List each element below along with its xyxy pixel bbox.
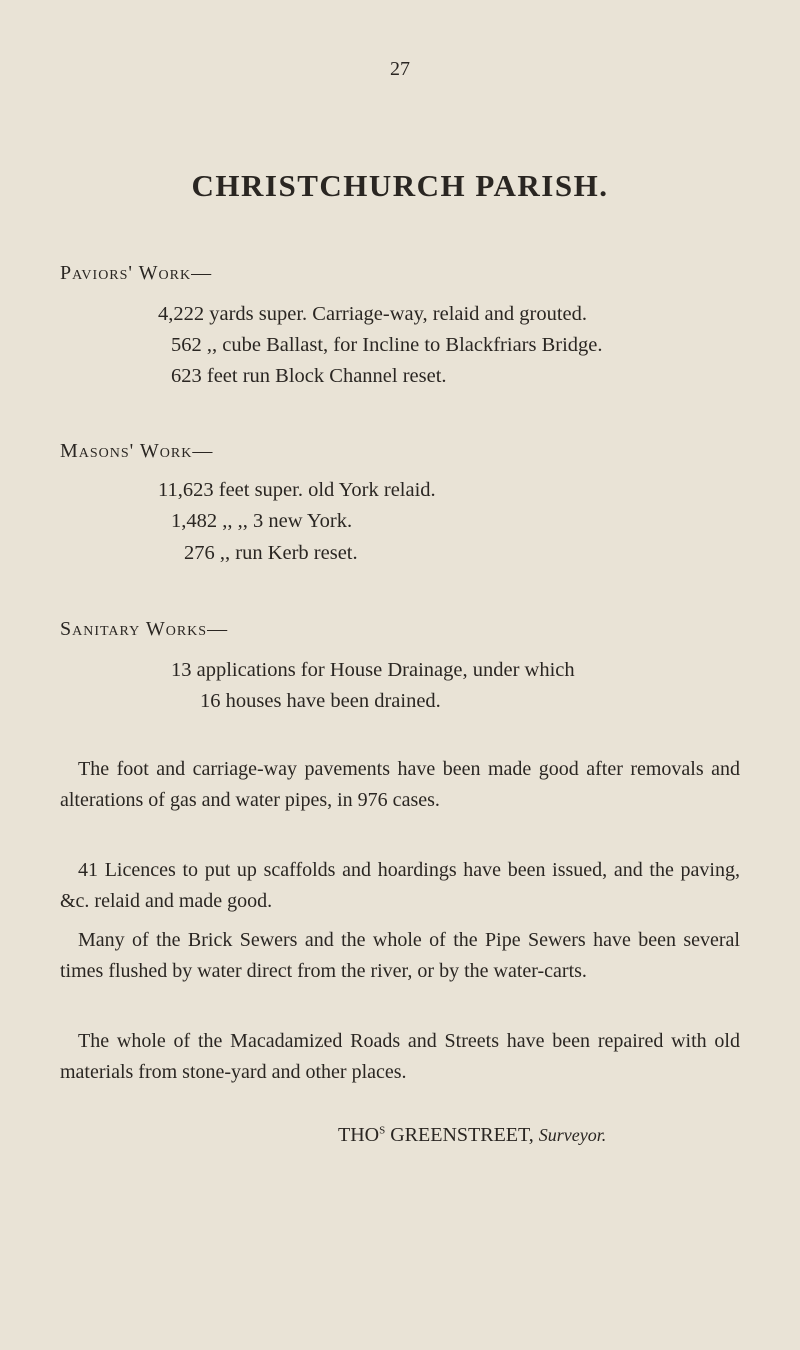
paviors-line-3: 623 feet run Block Channel reset.: [171, 365, 447, 387]
paviors-work-heading: Paviors' Work—: [60, 262, 213, 284]
signature-role: Surveyor.: [538, 1125, 607, 1145]
paragraph-text: The foot and carriage-way pavements have been made good after removals and alterations of gas and water pipes, in 976 cases.: [60, 758, 740, 811]
sanitary-works-heading: Sanitary Works—: [60, 618, 229, 640]
sanitary-line-1: 13 applications for House Drainage, under which: [171, 659, 575, 681]
paragraph-text: 41 Licences to put up scaffolds and hoardings have been issued, and the paving, &c. relaid and made good.: [60, 859, 740, 912]
paragraph-pavements: [60, 754, 740, 816]
masons-line-1: 11,623 feet super. old York relaid.: [158, 479, 436, 501]
paviors-line-1: 4,222 yards super. Carriage-way, relaid and grouted.: [158, 303, 588, 325]
page-title: CHRISTCHURCH PARISH.: [191, 168, 609, 203]
signature-name: GREENSTREET,: [390, 1124, 534, 1146]
paragraph-roads: [60, 1026, 740, 1088]
masons-work-heading: Masons' Work—: [60, 440, 214, 462]
paragraph-text: Many of the Brick Sewers and the whole of the Pipe Sewers have been several times flushed by water direct from the river, or by the water-carts.: [60, 929, 740, 982]
page-number: 27: [390, 58, 410, 80]
masons-line-3: 276 ,, run Kerb reset.: [184, 542, 358, 564]
paragraph-licences: [60, 855, 740, 917]
signature-superscript: S: [379, 1124, 386, 1137]
sanitary-line-2: 16 houses have been drained.: [200, 690, 441, 712]
paviors-line-2: 562 ,, cube Ballast, for Incline to Blackfriars Bridge.: [171, 334, 603, 356]
masons-line-2: 1,482 ,, ,, 3 new York.: [171, 510, 353, 532]
surveyor-signature: [0, 1124, 800, 1147]
paragraph-sewers: [60, 925, 740, 987]
paragraph-text: The whole of the Macadamized Roads and Streets have been repaired with old materials from stone-yard and other places.: [60, 1030, 740, 1083]
signature-name-prefix: THO: [338, 1124, 380, 1146]
